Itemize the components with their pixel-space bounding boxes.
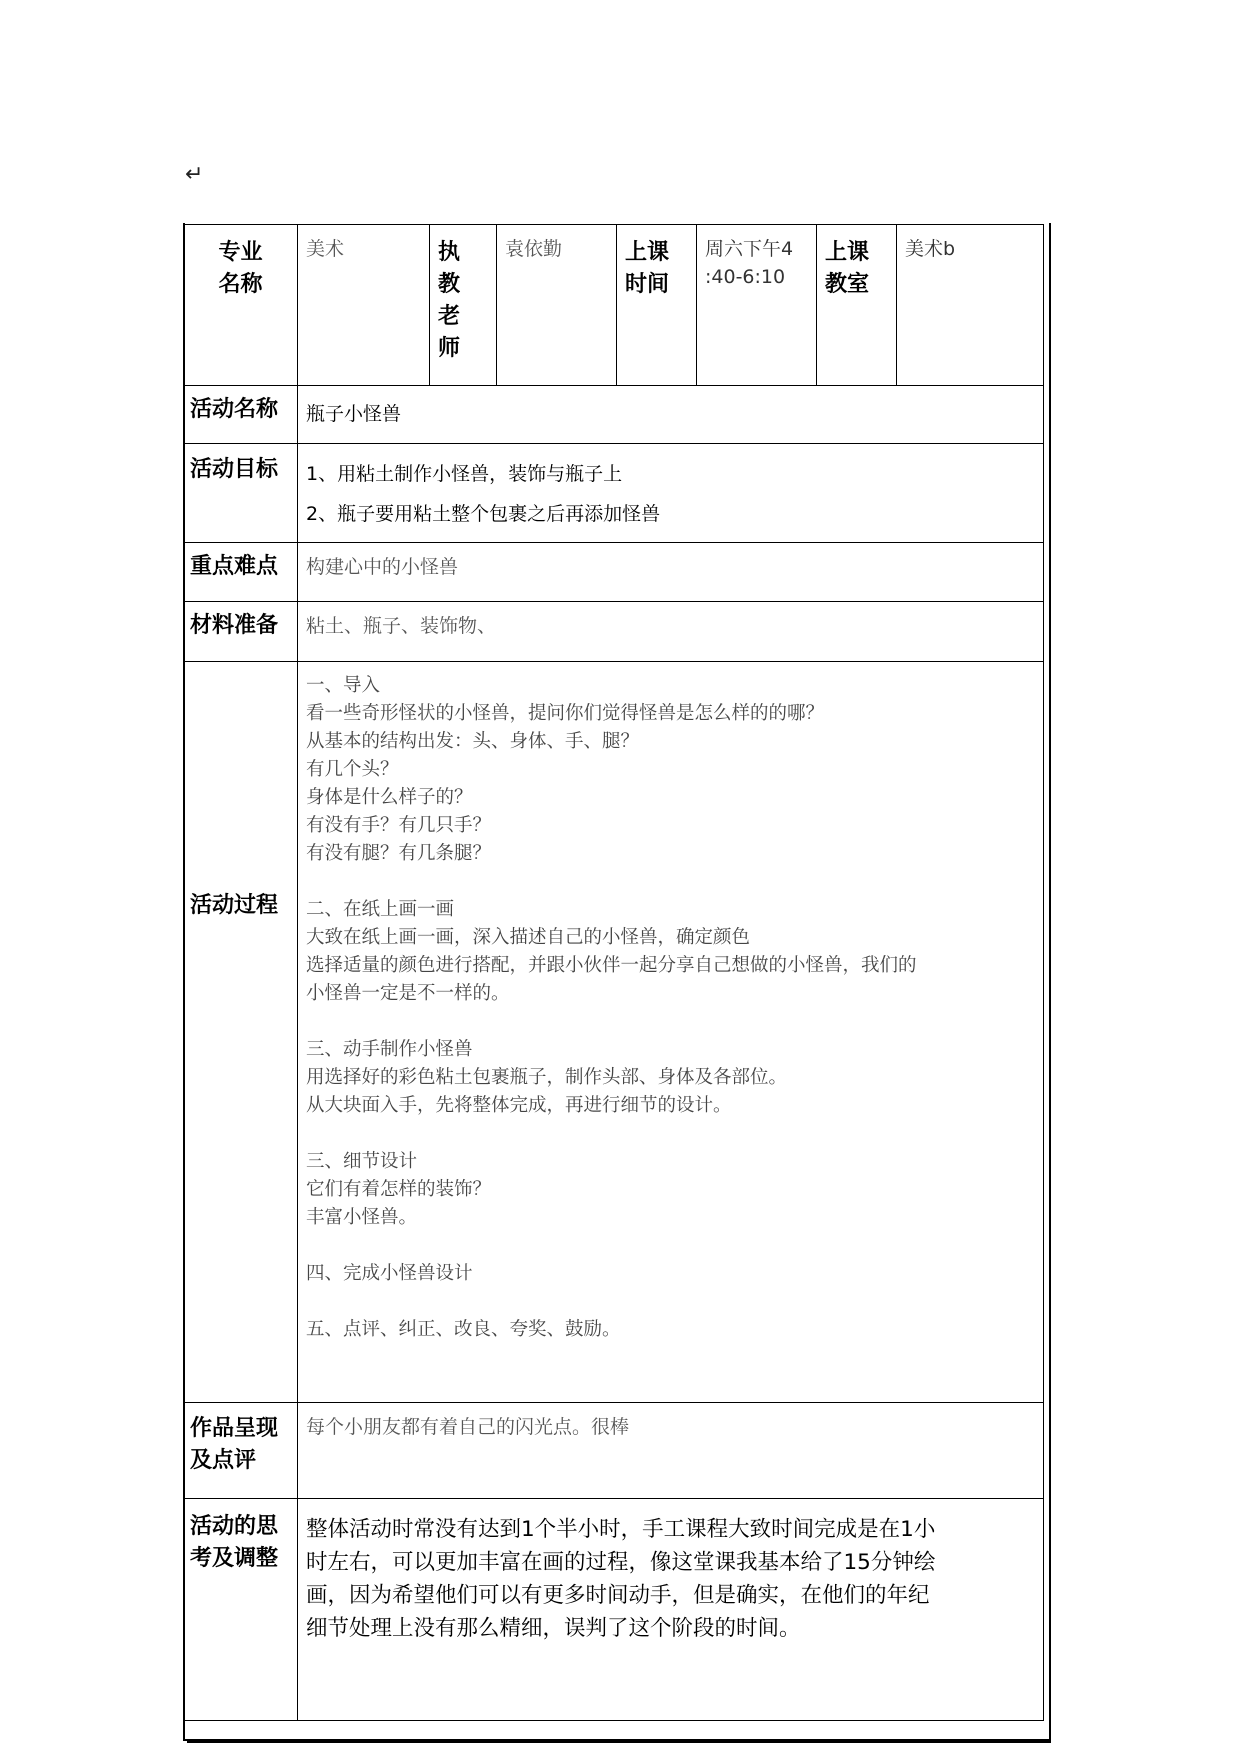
activity-goal-label-cell — [184, 444, 298, 543]
room-label-line: 上课 — [825, 240, 870, 265]
work-review-value-cell — [298, 1403, 1044, 1499]
process-line: 二、在纸上画一画 — [306, 899, 455, 920]
work-review-value: 每个小朋友都有着自己的闪光点。很棒 — [306, 1416, 630, 1438]
room-label-cell — [817, 225, 897, 386]
header-row — [184, 225, 1044, 386]
goal-line: 2、瓶子要用粘土整个包裹之后再添加怪兽 — [306, 503, 661, 525]
process-line: 五、点评、纠正、改良、夸奖、鼓励。 — [306, 1319, 621, 1340]
process-value-cell — [298, 662, 1044, 1403]
reflection-row — [184, 1499, 1044, 1721]
teacher-label-char: 师 — [438, 336, 461, 361]
process-blank-line — [306, 1008, 1035, 1036]
major-value-cell — [298, 225, 430, 386]
activity-name-label: 活动名称 — [190, 397, 279, 422]
teacher-label-char: 老 — [438, 304, 461, 329]
process-line: 一、导入 — [306, 675, 381, 696]
major-value: 美术 — [306, 238, 345, 260]
process-line: 身体是什么样子的？ — [306, 787, 473, 808]
process-line: 丰富小怪兽。 — [306, 1207, 418, 1228]
activity-goal-row — [184, 444, 1044, 543]
materials-label-cell — [184, 602, 298, 662]
process-line: 三、动手制作小怪兽 — [306, 1039, 473, 1060]
process-line: 从大块面入手，先将整体完成，再进行细节的设计。 — [306, 1095, 732, 1116]
time-label-line: 上课 — [625, 240, 670, 265]
process-blank-line — [306, 1232, 1035, 1260]
goal-line: 1、用粘土制作小怪兽，装饰与瓶子上 — [306, 463, 623, 485]
teacher-label-cell — [430, 225, 497, 386]
process-line: 有没有腿？有几条腿？ — [306, 843, 492, 864]
process-line: 用选择好的彩色粘土包裹瓶子，制作头部、身体及各部位。 — [306, 1067, 788, 1088]
reflection-line: 细节处理上没有那么精细，误判了这个阶段的时间。 — [306, 1616, 801, 1641]
time-value-cell — [697, 225, 817, 386]
teacher-value: 袁依勤 — [505, 238, 563, 260]
outer-bottom-line — [187, 1741, 1051, 1743]
materials-label: 材料准备 — [190, 613, 279, 638]
time-value-line: 周六下午4 — [705, 238, 794, 260]
process-line: 从基本的结构出发：头、身体、手、腿？ — [306, 731, 640, 752]
process-row — [184, 662, 1044, 1403]
activity-goal-label: 活动目标 — [190, 457, 279, 482]
major-label-cell — [184, 225, 298, 386]
reflection-label-cell — [184, 1499, 298, 1721]
process-blank-line — [306, 1288, 1035, 1316]
room-value-cell — [897, 225, 1044, 386]
process-blank-line — [306, 868, 1035, 896]
activity-name-value-cell — [298, 386, 1044, 444]
activity-name-value: 瓶子小怪兽 — [306, 403, 402, 425]
key-difficulty-row — [184, 543, 1044, 602]
process-line: 有几个头？ — [306, 759, 399, 780]
process-line: 三、细节设计 — [306, 1151, 418, 1172]
room-value: 美术b — [905, 238, 956, 260]
reflection-label-line: 活动的思 — [190, 1514, 279, 1539]
process-line: 选择适量的颜色进行搭配，并跟小伙伴一起分享自己想做的小怪兽，我们的 — [306, 955, 917, 976]
process-blank-line — [306, 1120, 1035, 1148]
room-label-line: 教室 — [825, 272, 870, 297]
process-label: 活动过程 — [190, 893, 279, 918]
major-label-line: 名称 — [218, 272, 263, 297]
reflection-label-line: 考及调整 — [190, 1546, 279, 1571]
activity-goal-value-cell — [298, 444, 1044, 543]
time-value-line: :40-6:10 — [705, 266, 786, 288]
process-line: 大致在纸上画一画，深入描述自己的小怪兽，确定颜色 — [306, 927, 751, 948]
key-difficulty-label-cell — [184, 543, 298, 602]
time-label-line: 时间 — [625, 272, 670, 297]
process-label-cell — [184, 662, 298, 1403]
time-label-cell — [617, 225, 697, 386]
key-difficulty-value: 构建心中的小怪兽 — [306, 556, 459, 578]
reflection-value-cell — [298, 1499, 1044, 1721]
reflection-line: 时左右，可以更加丰富在画的过程，像这堂课我基本给了15分钟绘 — [306, 1550, 936, 1575]
key-difficulty-value-cell — [298, 543, 1044, 602]
teacher-label-char: 教 — [438, 272, 461, 297]
process-line: 看一些奇形怪状的小怪兽，提问你们觉得怪兽是怎么样的的哪？ — [306, 703, 825, 724]
process-line: 有没有手？有几只手？ — [306, 815, 492, 836]
reflection-line: 整体活动时常没有达到1个半小时，手工课程大致时间完成是在1小 — [306, 1517, 936, 1542]
work-review-row — [184, 1403, 1044, 1499]
process-line: 小怪兽一定是不一样的。 — [306, 983, 510, 1004]
reflection-line: 画，因为希望他们可以有更多时间动手，但是确实，在他们的年纪 — [306, 1583, 930, 1608]
teacher-label-char: 执 — [438, 240, 461, 265]
process-line: 四、完成小怪兽设计 — [306, 1263, 473, 1284]
paragraph-mark-icon: ↵ — [185, 162, 204, 187]
work-review-label-line: 作品呈现 — [190, 1416, 279, 1441]
key-difficulty-label: 重点难点 — [190, 554, 279, 579]
process-lines — [298, 662, 1043, 1344]
activity-name-row — [184, 386, 1044, 444]
teacher-value-cell — [497, 225, 617, 386]
materials-value-cell — [298, 602, 1044, 662]
process-line: 它们有着怎样的装饰？ — [306, 1179, 492, 1200]
work-review-label-cell — [184, 1403, 298, 1499]
work-review-label-line: 及点评 — [190, 1448, 257, 1473]
materials-value: 粘土、瓶子、装饰物、 — [306, 615, 497, 637]
major-label-line: 专业 — [218, 240, 263, 265]
activity-name-label-cell — [184, 386, 298, 444]
lesson-plan-table — [183, 224, 1044, 1721]
materials-row — [184, 602, 1044, 662]
